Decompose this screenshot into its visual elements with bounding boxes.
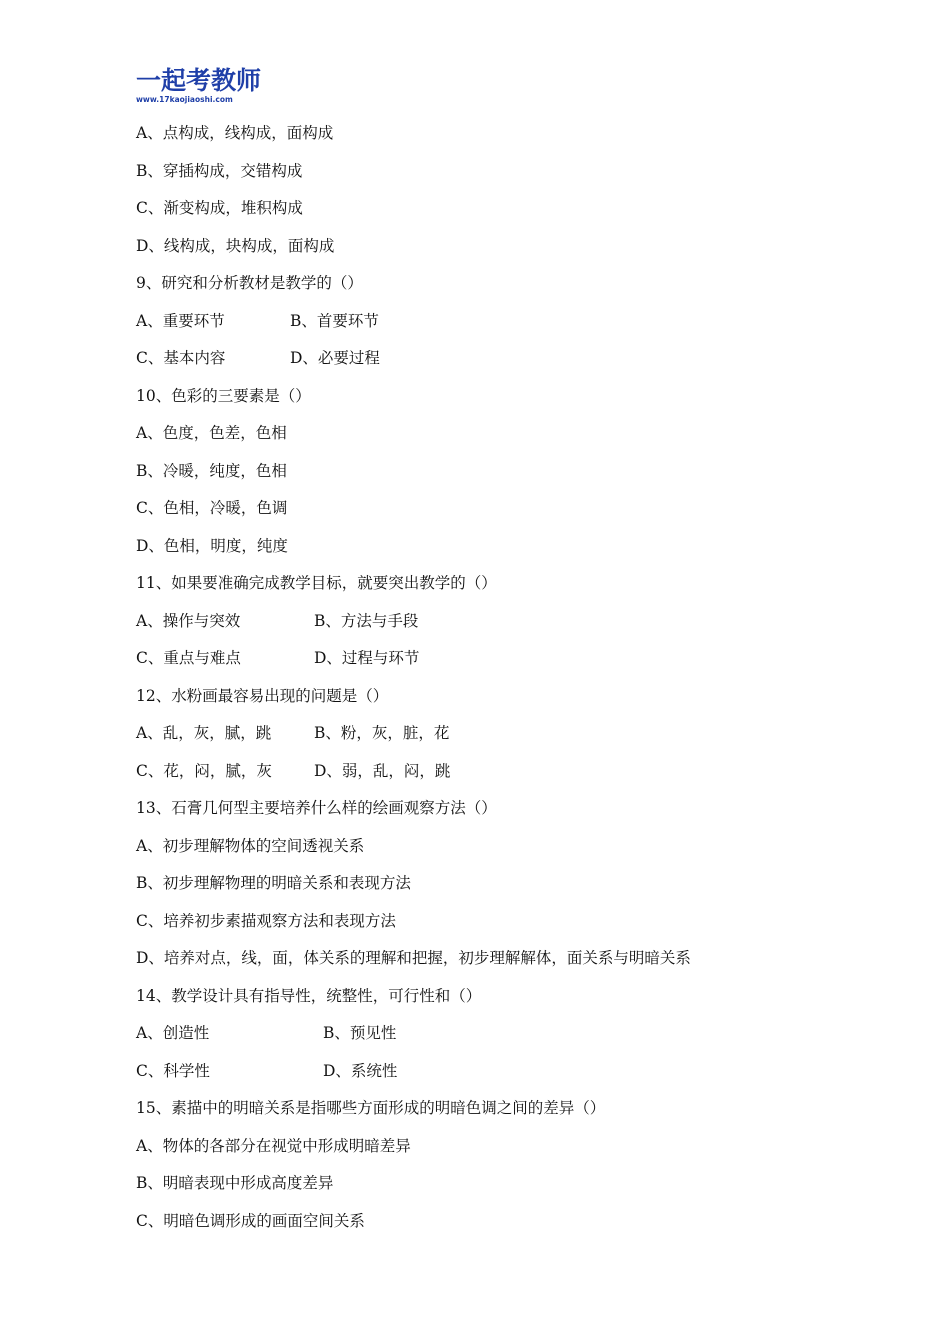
question-line [136,684,836,722]
question-line [136,571,836,609]
option-line [136,159,836,197]
option-text: C、培养初步素描观察方法和表现方法 [136,911,396,930]
option-text: D、线构成，块构成，面构成 [136,236,335,255]
option-line [136,946,836,984]
option-text: C、科学性 [136,1061,210,1080]
option-text-right: D、过程与环节 [314,649,420,667]
option-text-right: B、粉，灰，脏，花 [314,724,450,742]
option-text: A、初步理解物体的空间透视关系 [136,836,365,855]
option-text: C、渐变构成，堆积构成 [136,199,303,217]
option-text: C、基本内容 [136,349,226,367]
option-text-right: B、首要环节 [290,311,379,330]
logo-text: 一起考教师 [136,66,262,95]
option-text-right: B、预见性 [323,1024,397,1042]
option-line [136,721,836,759]
question-text: 12、水粉画最容易出现的问题是（） [136,686,389,705]
question-line [136,1096,836,1134]
option-line [136,534,836,572]
option-text: C、花，闷，腻，灰 [136,761,272,780]
option-text: D、培养对点，线，面，体关系的理解和把握，初步理解解体，面关系与明暗关系 [136,949,691,967]
option-line [136,1134,836,1172]
option-line [136,421,836,459]
option-text: D、色相，明度，纯度 [136,536,288,555]
option-text: A、重要环节 [136,311,225,330]
option-line [136,459,836,497]
question-line [136,796,836,834]
option-text-right: B、方法与手段 [314,611,419,630]
question-content [136,121,836,1246]
question-text: 14、教学设计具有指导性，统整性，可行性和（） [136,986,482,1005]
option-line [136,871,836,909]
question-text: 10、色彩的三要素是（） [136,386,311,405]
option-text: A、创造性 [136,1024,210,1042]
option-line [136,646,836,684]
logo-url: www.17kaojiaoshi.com [136,95,233,104]
question-text: 15、素描中的明暗关系是指哪些方面形成的明暗色调之间的差异（） [136,1099,606,1117]
question-text: 11、如果要准确完成教学目标，就要突出教学的（） [136,574,497,592]
brand-logo [136,66,260,106]
option-line [136,834,836,872]
option-line [136,1021,836,1059]
question-line [136,984,836,1022]
option-text: C、重点与难点 [136,649,241,667]
option-line [136,759,836,797]
option-text: C、色相，冷暖，色调 [136,499,288,517]
option-text: A、点构成，线构成，面构成 [136,124,334,142]
option-line [136,309,836,347]
option-text: B、穿插构成，交错构成 [136,161,303,180]
option-line [136,909,836,947]
option-line [136,496,836,534]
option-line [136,121,836,159]
question-text: 13、石膏几何型主要培养什么样的绘画观察方法（） [136,799,497,817]
option-text-right: D、系统性 [323,1061,398,1080]
option-text: B、冷暖，纯度，色相 [136,461,287,480]
option-text: A、物体的各部分在视觉中形成明暗差异 [136,1136,411,1155]
option-text: A、色度，色差，色相 [136,424,287,442]
option-text: A、操作与突效 [136,611,241,630]
option-text: A、乱，灰，腻，跳 [136,724,272,742]
option-text: B、明暗表现中形成高度差异 [136,1174,334,1192]
question-line [136,384,836,422]
option-line [136,196,836,234]
question-text: 9、研究和分析教材是教学的（） [136,274,363,292]
option-line [136,346,836,384]
option-line [136,1209,836,1247]
option-text-right: D、弱，乱，闷，跳 [314,761,451,780]
option-text-right: D、必要过程 [290,349,380,367]
option-line [136,1059,836,1097]
option-text: B、初步理解物理的明暗关系和表现方法 [136,874,411,892]
question-line [136,271,836,309]
option-text: C、明暗色调形成的画面空间关系 [136,1211,365,1230]
option-line [136,234,836,272]
option-line [136,1171,836,1209]
option-line [136,609,836,647]
